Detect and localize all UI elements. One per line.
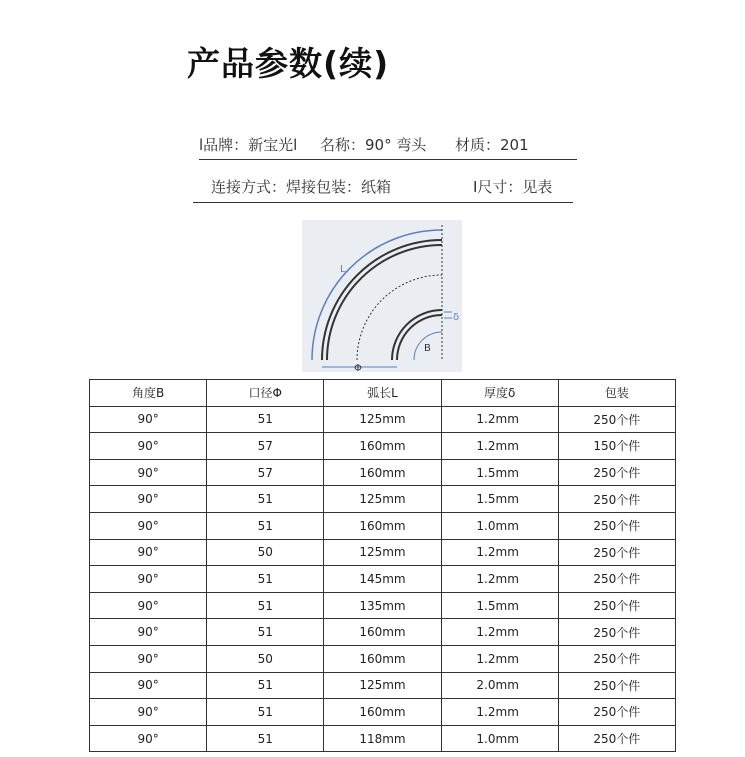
cell-packaging: 250个件 bbox=[558, 592, 675, 619]
cell-diameter: 51 bbox=[207, 592, 324, 619]
cell-arc-length: 125mm bbox=[324, 672, 441, 699]
cell-packaging: 250个件 bbox=[558, 566, 675, 593]
table-row bbox=[90, 539, 676, 566]
page-title: 产品参数(续) bbox=[187, 44, 390, 83]
cell-thickness: 1.2mm bbox=[441, 406, 558, 433]
cell-arc-length: 118mm bbox=[324, 725, 441, 752]
cell-angle: 90° bbox=[90, 486, 207, 513]
elbow-diagram-svg bbox=[302, 220, 462, 372]
cell-angle: 90° bbox=[90, 645, 207, 672]
cell-diameter: 51 bbox=[207, 672, 324, 699]
angle-label: B bbox=[424, 343, 431, 354]
cell-thickness: 1.0mm bbox=[441, 725, 558, 752]
table-row bbox=[90, 592, 676, 619]
arc-label: L bbox=[340, 264, 346, 275]
cell-thickness: 2.0mm bbox=[441, 672, 558, 699]
thickness-label: δ bbox=[453, 312, 460, 323]
cell-diameter: 51 bbox=[207, 566, 324, 593]
table-row bbox=[90, 645, 676, 672]
table-row bbox=[90, 672, 676, 699]
spec-table bbox=[89, 379, 676, 752]
header-packaging: 包装 bbox=[558, 380, 675, 407]
cell-thickness: 1.2mm bbox=[441, 645, 558, 672]
cell-angle: 90° bbox=[90, 459, 207, 486]
cell-diameter: 50 bbox=[207, 645, 324, 672]
cell-packaging: 250个件 bbox=[558, 512, 675, 539]
cell-angle: 90° bbox=[90, 433, 207, 460]
cell-angle: 90° bbox=[90, 592, 207, 619]
cell-packaging: 250个件 bbox=[558, 619, 675, 646]
table-header-row bbox=[90, 380, 676, 407]
cell-packaging: 150个件 bbox=[558, 433, 675, 460]
cell-packaging: 250个件 bbox=[558, 645, 675, 672]
table-row bbox=[90, 486, 676, 513]
cell-packaging: 250个件 bbox=[558, 486, 675, 513]
table-row bbox=[90, 433, 676, 460]
header-thickness: 厚度δ bbox=[441, 380, 558, 407]
cell-diameter: 51 bbox=[207, 725, 324, 752]
cell-packaging: 250个件 bbox=[558, 539, 675, 566]
brand-label: l品牌：新宝光l bbox=[199, 136, 298, 154]
cell-diameter: 50 bbox=[207, 539, 324, 566]
cell-diameter: 51 bbox=[207, 406, 324, 433]
cell-diameter: 57 bbox=[207, 433, 324, 460]
table-row bbox=[90, 512, 676, 539]
material-label: 材质：201 bbox=[455, 136, 529, 154]
cell-arc-length: 145mm bbox=[324, 566, 441, 593]
product-name-label: 名称：90° 弯头 bbox=[320, 136, 427, 154]
cell-packaging: 250个件 bbox=[558, 406, 675, 433]
packaging-label: 包装：纸箱 bbox=[316, 178, 392, 196]
table-row bbox=[90, 406, 676, 433]
cell-arc-length: 125mm bbox=[324, 486, 441, 513]
cell-angle: 90° bbox=[90, 725, 207, 752]
cell-angle: 90° bbox=[90, 619, 207, 646]
cell-angle: 90° bbox=[90, 566, 207, 593]
cell-arc-length: 160mm bbox=[324, 459, 441, 486]
table-row bbox=[90, 619, 676, 646]
connection-label: 连接方式：焊接 bbox=[211, 178, 317, 196]
outer-pipe-wall bbox=[322, 240, 442, 360]
product-info-line-2 bbox=[193, 172, 573, 203]
cell-thickness: 1.5mm bbox=[441, 592, 558, 619]
cell-thickness: 1.2mm bbox=[441, 566, 558, 593]
cell-arc-length: 160mm bbox=[324, 645, 441, 672]
cell-angle: 90° bbox=[90, 539, 207, 566]
cell-thickness: 1.0mm bbox=[441, 512, 558, 539]
cell-diameter: 51 bbox=[207, 699, 324, 726]
cell-diameter: 51 bbox=[207, 512, 324, 539]
table-row bbox=[90, 699, 676, 726]
cell-thickness: 1.2mm bbox=[441, 699, 558, 726]
cell-arc-length: 135mm bbox=[324, 592, 441, 619]
size-label: I尺寸：见表 bbox=[473, 178, 553, 196]
cell-packaging: 250个件 bbox=[558, 459, 675, 486]
cell-arc-length: 160mm bbox=[324, 699, 441, 726]
cell-angle: 90° bbox=[90, 406, 207, 433]
cell-packaging: 250个件 bbox=[558, 699, 675, 726]
table-row bbox=[90, 725, 676, 752]
cell-thickness: 1.2mm bbox=[441, 433, 558, 460]
cell-thickness: 1.5mm bbox=[441, 486, 558, 513]
header-diameter: 口径Φ bbox=[207, 380, 324, 407]
cell-arc-length: 125mm bbox=[324, 406, 441, 433]
header-arc-length: 弧长L bbox=[324, 380, 441, 407]
product-info-line-1 bbox=[199, 131, 577, 160]
cell-thickness: 1.2mm bbox=[441, 539, 558, 566]
inner-pipe-wall-inner bbox=[397, 315, 442, 360]
cell-angle: 90° bbox=[90, 699, 207, 726]
cell-diameter: 57 bbox=[207, 459, 324, 486]
cell-angle: 90° bbox=[90, 672, 207, 699]
cell-packaging: 250个件 bbox=[558, 725, 675, 752]
cell-diameter: 51 bbox=[207, 486, 324, 513]
cell-diameter: 51 bbox=[207, 619, 324, 646]
header-angle: 角度B bbox=[90, 380, 207, 407]
cell-thickness: 1.2mm bbox=[441, 619, 558, 646]
elbow-diagram bbox=[302, 220, 462, 372]
diameter-label: Φ bbox=[354, 363, 362, 372]
table-row bbox=[90, 566, 676, 593]
cell-packaging: 250个件 bbox=[558, 672, 675, 699]
cell-angle: 90° bbox=[90, 512, 207, 539]
table-row bbox=[90, 459, 676, 486]
inner-pipe-wall bbox=[392, 310, 442, 360]
cell-thickness: 1.5mm bbox=[441, 459, 558, 486]
cell-arc-length: 160mm bbox=[324, 433, 441, 460]
cell-arc-length: 125mm bbox=[324, 539, 441, 566]
cell-arc-length: 160mm bbox=[324, 512, 441, 539]
cell-arc-length: 160mm bbox=[324, 619, 441, 646]
